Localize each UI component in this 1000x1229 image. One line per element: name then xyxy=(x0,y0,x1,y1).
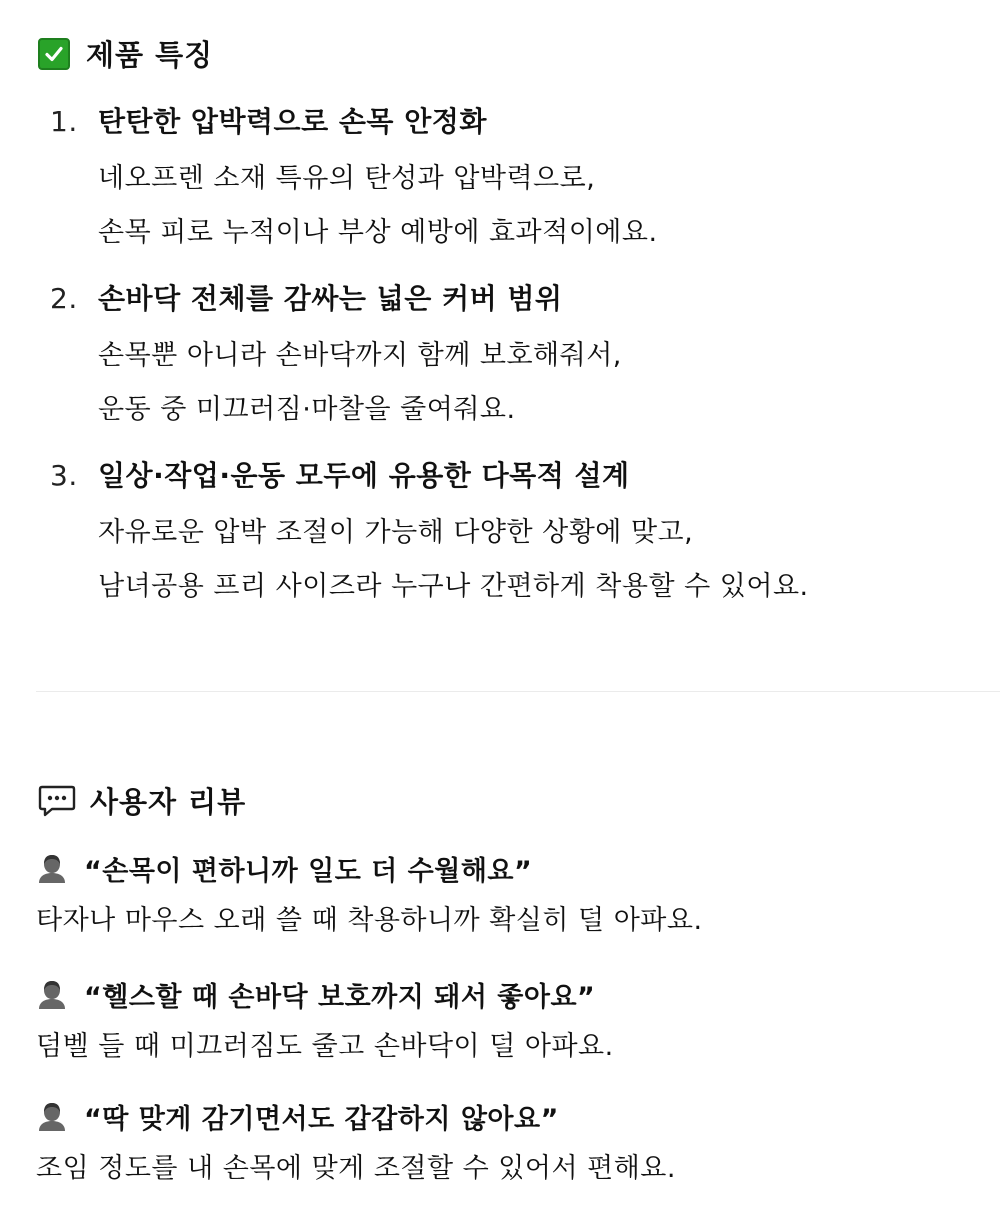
feature-description-line: 손목뿐 아니라 손바닥까지 함께 보호해줘서, xyxy=(98,340,622,371)
review-title: “헬스할 때 손바닥 보호까지 돼서 좋아요” xyxy=(84,981,596,1013)
feature-description-line: 네오프렌 소재 특유의 탄성과 압박력으로, xyxy=(98,163,596,194)
check-box-icon xyxy=(38,38,70,70)
person-icon xyxy=(36,1100,68,1132)
speech-bubble-icon xyxy=(38,784,76,818)
feature-number: 1. xyxy=(50,105,78,138)
feature-description-line: 남녀공용 프리 사이즈라 누구나 간편하게 착용할 수 있어요. xyxy=(98,571,809,602)
feature-description-line: 자유로운 압박 조절이 가능해 다양한 상황에 맞고, xyxy=(98,517,694,548)
feature-title: 탄탄한 압박력으로 손목 안정화 xyxy=(98,105,487,138)
feature-item-2 xyxy=(50,277,990,437)
review-body: 덤벨 들 때 미끄러짐도 줄고 손바닥이 덜 아파요. xyxy=(36,1031,614,1062)
review-title: “손목이 편하니까 일도 더 수월해요” xyxy=(84,855,533,887)
review-item-2 xyxy=(36,969,986,1075)
review-body: 타자나 마우스 오래 쓸 때 착용하니까 확실히 덜 아파요. xyxy=(36,905,703,936)
feature-title: 손바닥 전체를 감싸는 넓은 커버 범위 xyxy=(98,282,563,315)
person-icon xyxy=(36,978,68,1010)
feature-title: 일상·작업·운동 모두에 유용한 다목적 설계 xyxy=(98,459,630,492)
review-body: 조임 정도를 내 손목에 맞게 조절할 수 있어서 편해요. xyxy=(36,1153,676,1184)
section-divider xyxy=(36,691,1000,692)
review-title: “딱 맞게 감기면서도 갑갑하지 않아요” xyxy=(84,1103,559,1135)
reviews-section-title xyxy=(38,780,246,821)
feature-description-line: 손목 피로 누적이나 부상 예방에 효과적이에요. xyxy=(98,217,658,248)
feature-description-line: 운동 중 미끄러짐·마찰을 줄여줘요. xyxy=(98,394,516,425)
features-title-text: 제품 특징 xyxy=(86,38,214,72)
person-icon xyxy=(36,852,68,884)
features-section-title xyxy=(38,33,213,74)
review-item-3 xyxy=(36,1091,986,1197)
feature-number: 2. xyxy=(50,282,78,315)
feature-number: 3. xyxy=(50,459,78,492)
review-item-1 xyxy=(36,843,986,949)
feature-item-3 xyxy=(50,454,990,614)
feature-item-1 xyxy=(50,100,990,260)
reviews-title-text: 사용자 리뷰 xyxy=(90,785,247,819)
